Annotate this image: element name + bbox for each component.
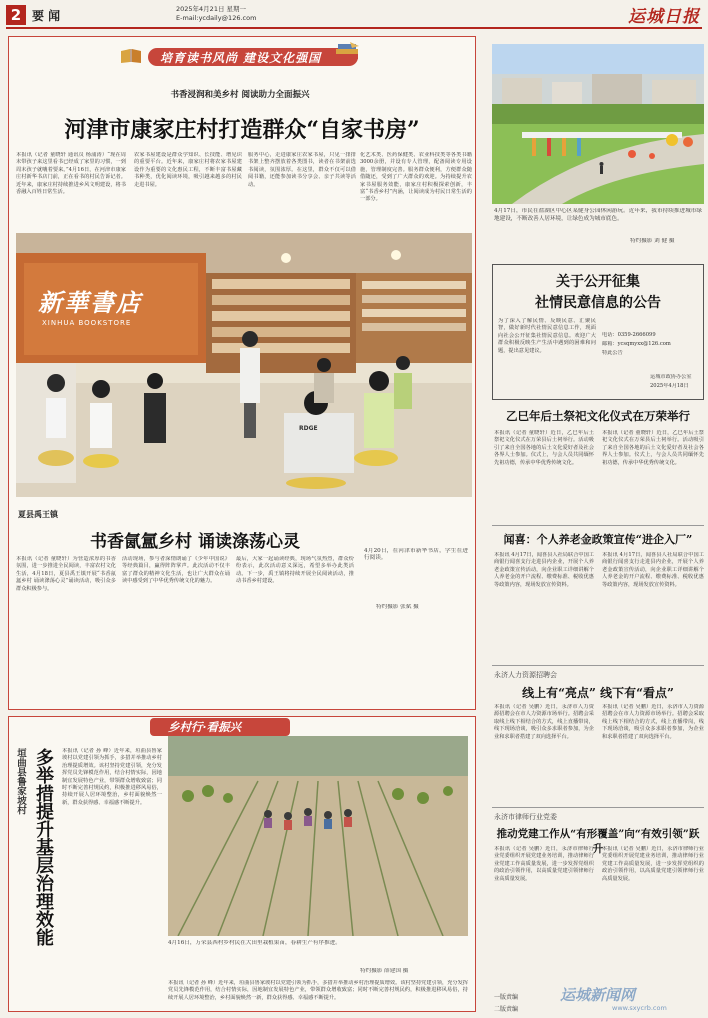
village-banner — [150, 716, 300, 738]
story5-col1: 本报讯（记者 吴鹏）近日，永济市人力资源招聘会在市人力资源市场举行。招聘会采取线上线下相结合的方式，线上直播带岗，线下现场洽谈，吸引众多求职者参加，为企业和求职者搭建了双向选择平台。 — [494, 704, 594, 740]
park-photo-caption: 4月17日，市民在盐湖区中心区某健身公园休闲游玩。近年来，我市持续推进城市绿地建设，不断改善人居环境，让绿色成为城市底色。 — [494, 208, 702, 222]
top-story-col4: 化艺术类、医药保健类、农业科技类等各类书籍3000余册，并设有专人管理，配备阅读专用设施，管理制度完善。服务群众便利，方便群众随借随还，受到了广大群众的欢迎。为持续提升农家书屋服务效能，康家庄村积极探索创新，丰富“书香乡村”内涵，让阅读成为村民日常生活的一部分。 — [360, 152, 472, 203]
story6-headline: 推动党建工作从“有形覆盖”向“有效引领”跃升 — [496, 828, 700, 855]
bookstore-photo-caption: 4月20日，在河津市新华书店，学生在进行阅读。 — [364, 548, 468, 562]
story2-label: 夏县禹王镇 — [18, 509, 58, 519]
book-icon — [120, 48, 142, 64]
story2-col2: 活动现场，参与者深情朗诵了《少年中国说》等经典篇目，赢得阵阵掌声。此次活动不仅丰富了群众的精神文化生活，也让广大群众在诵读中感受到了中华优秀传统文化的魅力。 — [122, 556, 230, 585]
bookstore-sign-text: 新華書店 — [38, 288, 142, 317]
bottom-vertical-headline: 多举措提升基层治理效能 — [33, 748, 54, 946]
story5-headline: 线上有“亮点” 线下有“看点” — [522, 686, 674, 700]
story6-label: 永济市律师行业党委 — [494, 813, 557, 821]
notice-email: 邮箱：ycsqmyxx@126.com — [602, 341, 671, 347]
top-story-col3: 服务中心，走进康家庄农家书屋，只见一排排书架上整齐摆放着各类图书，读者在书架前选书阅读，氛围浓厚。在这里，群众不仅可以借阅书籍，还能参加读书分享会、亲子共读等活动。 — [248, 152, 356, 188]
story6-col1: 本报讯（记者 吴鹏）近日，永济市律师行业党委组织开展党建业务培训，推动律师行业党建工作高质量发展，进一步发挥党组织的政治引领作用，以高质量党建引领律师行业高质量发展。 — [494, 846, 594, 882]
story3-col1: 本报讯（记者 童晓轩）近日，乙巳年后土祭祀文化仪式在万荣县后土祠举行。活动吸引了来自全国各地的后土文化爱好者及社会各界人士参加。仪式上，与会人员共同缅怀先祖功德，传承中华优秀传统文化。 — [494, 430, 594, 466]
story2-col1: 本报讯（记者 童晓轩）为营造浓厚的书香氛围，进一步推进全民阅读，丰富农村文化生活，4月18日，夏县禹王镇开展“书香氤氲乡村 诵读涤荡心灵”诵读活动，吸引众多群众积极参与。 — [16, 556, 116, 592]
bookstore-photo-credit: 特约摄影 张斌 摄 — [376, 604, 419, 610]
notice-body: 为了深入了解民情、反映民意、汇聚民智，做好新时代社情民意信息工作，现面向社会公开征集社情民意信息。欢迎广大群众积极反映生产生活中遇到的困难和问题，提出意见建议。 — [498, 318, 596, 354]
village-banner-text: 乡村行·看振兴 — [168, 720, 242, 734]
top-story-col2: 农家书屋建设是群众学知识、长技能、增见识的重要平台。近年来，康家庄村将农家书屋建设作为重要的文化惠民工程，不断丰富书屋藏书种类，优化阅读环境，吸引越来越多的村民走进书屋。 — [134, 152, 242, 188]
story4-headline: 闻喜：个人养老金政策宣传“进企入厂” — [503, 533, 693, 546]
footer-editor-1: 一版责编 — [494, 994, 519, 1001]
top-story-headline: 河津市康家庄村打造群众“自家书房” — [64, 117, 420, 143]
story4-rule — [492, 665, 704, 666]
watermark-logo: 运城新闻网 — [560, 986, 636, 1004]
story4-col1: 本报讯 4月17日，闻喜县人社局联合中国工商银行闻喜支行走进县内企业，开展个人养老金政策宣传活动，向企业职工详细讲解个人养老金的开户流程、缴费标准、税收优惠等政策内容，现场发放宣传资料。 — [494, 552, 594, 588]
park-photo-credit: 特约摄影 刘 健 摄 — [630, 238, 675, 244]
page-number-badge: 2 — [6, 5, 26, 25]
story4-col2: 本报讯 4月17日，闻喜县人社局联合中国工商银行闻喜支行走进县内企业，开展个人养老金政策宣传活动，向企业职工详细讲解个人养老金的开户流程、缴费标准、税收优惠等政策内容，现场发放宣传资料。 — [602, 552, 704, 588]
bottom-body-col1: 本报讯（记者 孙 峰）近年来，垣曲县鲁家坡村以党建引领为抓手，多措并举推动乡村治理提质增效。该村坚持党建引领，充分发挥党员先锋模范作用，结合村情实际，因地制宜发展特色产业，带领群众增收致富；同时不断完善村规民约，积极推进移风易俗，持续开展人居环境整治，乡村面貌焕然一新，群众获得感、幸福感不断提升。 — [62, 748, 162, 806]
orchard-photo — [168, 736, 468, 936]
section-name: 要 闻 — [32, 9, 61, 23]
footer-editor-2: 二版责编 — [494, 1006, 519, 1013]
notice-title-line2: 社情民意信息的公告 — [535, 295, 661, 311]
story5-rule — [492, 807, 704, 808]
header-rule — [6, 27, 702, 29]
notice-note: 特此公告 — [602, 350, 623, 356]
story2-headline: 书香氤氲乡村 诵读涤荡心灵 — [90, 532, 300, 552]
banner-text: 培育读书风尚 建设文化强国 — [160, 51, 322, 65]
notice-phone: 电话：0359-2666099 — [602, 332, 656, 338]
story3-col2: 本报讯（记者 童晓轩）近日，乙巳年后土祭祀文化仪式在万荣县后土祠举行。活动吸引了来自全国各地的后土文化爱好者及社会各界人士参加。仪式上，与会人员共同缅怀先祖功德，传承中华优秀传统文化。 — [602, 430, 704, 466]
orchard-photo-credit: 特约摄影 薛建国 摄 — [360, 968, 409, 974]
story3-headline: 乙巳年后土祭祀文化仪式在万荣举行 — [506, 409, 690, 423]
bottom-body-col2: 本报讯（记者 孙 峰）近年来，垣曲县鲁家坡村以党建引领为抓手，多措并举推动乡村治理提质增效。该村坚持党建引领，充分发挥党员先锋模范作用，结合村情实际，因地制宜发展特色产业，带领群众增收致富；同时不断完善村规民约，积极推进移风易俗，持续开展人居环境整治，乡村面貌焕然一新，群众获得感、幸福感不断提升。 — [168, 980, 468, 1001]
story5-col2: 本报讯（记者 吴鹏）近日，永济市人力资源招聘会在市人力资源市场举行。招聘会采取线上线下相结合的方式，线上直播带岗，线下现场洽谈，吸引众多求职者参加，为企业和求职者搭建了双向选择平台。 — [602, 704, 704, 740]
notice-signature: 运城市政协办公室 — [650, 374, 692, 380]
story5-label: 永济人力资源招聘会 — [494, 671, 557, 679]
top-story-col1: 本报讯（记者 童晓轩 通讯员 杨浦涛）“现在周末带孩子来这里看书已经成了家里的习惯，一到周末孩子就嚷着要来。”4月16日，在河津市康家庄村新华书店门前，正在看书的村民告诉记者。近年来，康家庄村持续推进乡风文明建设，将书香融入百姓日常生活。 — [16, 152, 126, 196]
bookstore-sign-en: XINHUA BOOKSTORE — [42, 319, 132, 327]
watermark-site: www.sxycrb.com — [612, 1004, 667, 1012]
orchard-photo-caption: 4月16日，万荣县西村乡村民在大田里栽植果苗，春耕生产有序推进。 — [168, 940, 341, 946]
top-story-kicker: 书香浸润和美乡村 阅读助力全面振兴 — [170, 90, 310, 100]
bookstore-photo — [16, 233, 472, 497]
story2-col3: 最后，大家一起诵读经典，现场气氛热烈，群众纷纷表示，此次活动意义深远，希望多举办此类活动。下一步，禹王镇将持续开展全民阅读活动，推动书香乡村建设。 — [236, 556, 354, 585]
email-line: E-mail:ycdaily@126.com — [176, 14, 257, 22]
date-line: 2025年4月21日 星期一 — [176, 5, 247, 13]
bottom-vertical-kicker: 垣曲县鲁家坡村 — [15, 748, 26, 815]
park-photo — [492, 44, 704, 204]
masthead-logo: 运城日报 — [628, 7, 700, 27]
story3-rule — [492, 525, 704, 526]
story6-col2: 本报讯（记者 吴鹏）近日，永济市律师行业党委组织开展党建业务培训，推动律师行业党建工作高质量发展，进一步发挥党组织的政治引领作用，以高质量党建引领律师行业高质量发展。 — [602, 846, 704, 882]
notice-title-line1: 关于公开征集 — [556, 274, 640, 290]
shirt-text: RDGE — [299, 425, 318, 432]
notice-date: 2025年4月18日 — [650, 383, 689, 389]
books-stack-icon — [332, 40, 362, 66]
